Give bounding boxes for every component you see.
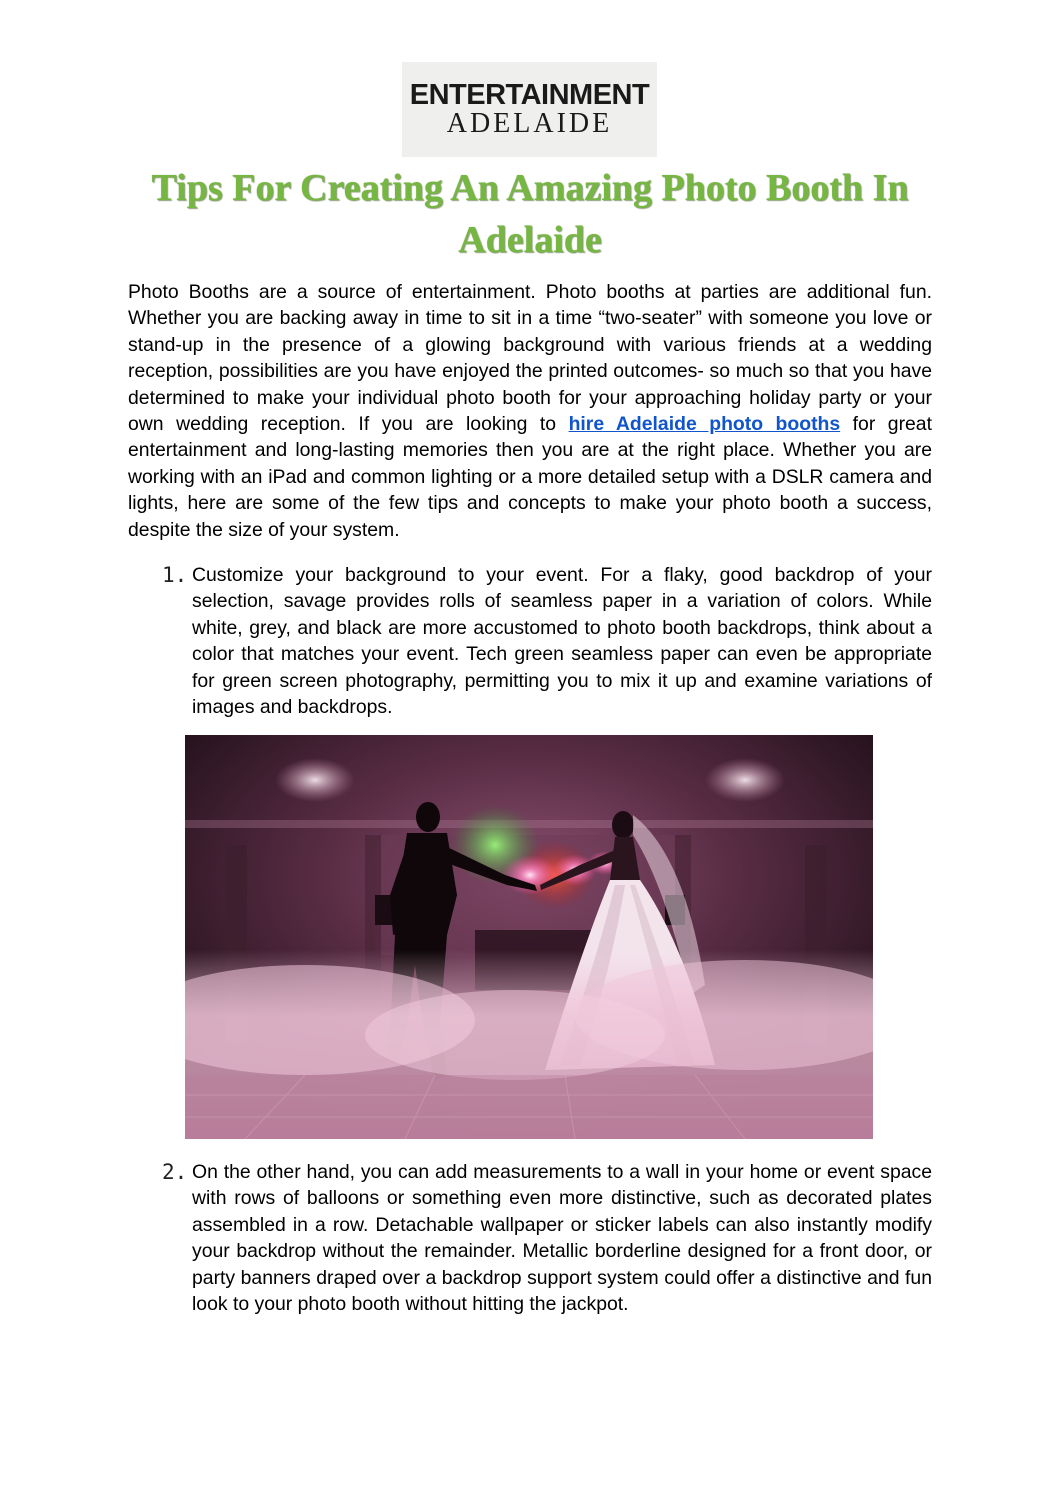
list-item-text: On the other hand, you can add measurements to a wall in your home or event space with rows of balloons or something even more distinctive, such as decorated plates assembled in a row. Detachable wallpaper or sticker labels can also instantly modify your backdrop without the remainder. Metallic borderline designed for a front door, or party banners draped over a backdrop support system could offer a distinctive and fun look to your photo booth without hitting the jackpot. [192,1161,932,1316]
list-item-text: Customize your background to your event. For a flaky, good backdrop of your selection, savage provides rolls of seamless paper in a variation of colors. While white, grey, and black are more accustomed to photo booth backdrops, think about a color that matches your event. Tech green seamless paper can even be appropriate for green screen photography, permitting you to mix it up and examine variations of images and backdrops. [192,564,932,719]
hire-photo-booths-link[interactable]: hire Adelaide photo booths [568,413,841,436]
intro-text-after-link: for great entertainment and long-lasting memories then you are at the right place. Whether you are working with an iPad and common lighting or a more detailed setup with a DSLR camera and lights, here are some of the few tips and concepts to make your photo booth a success, despite the size of your system. [128,413,932,541]
intro-text-before-link: Photo Booths are a source of entertainment. Photo booths at parties are additional fun. Whether you are backing away in time to sit in a time “two-seater” with someone you love or stand-up in the presence of a glowing background with various friends at a wedding reception, possibilities are you have enjoyed the printed outcomes- so much so that you have determined to make your individual photo booth for your approaching holiday party or your own wedding reception. If you are looking to [128,281,932,436]
wedding-dance-photo [185,735,873,1139]
intro-paragraph [128,279,932,543]
list-item-number: 2. [162,1160,188,1184]
entertainment-adelaide-logo [402,62,657,157]
logo-text-line1: ENTERTAINMENT [409,79,650,111]
list-item-number: 1. [162,563,188,587]
page-title: Tips For Creating An Amazing Photo Booth In Adelaide [151,167,909,261]
logo-text-line2: ADELAIDE [446,108,613,139]
